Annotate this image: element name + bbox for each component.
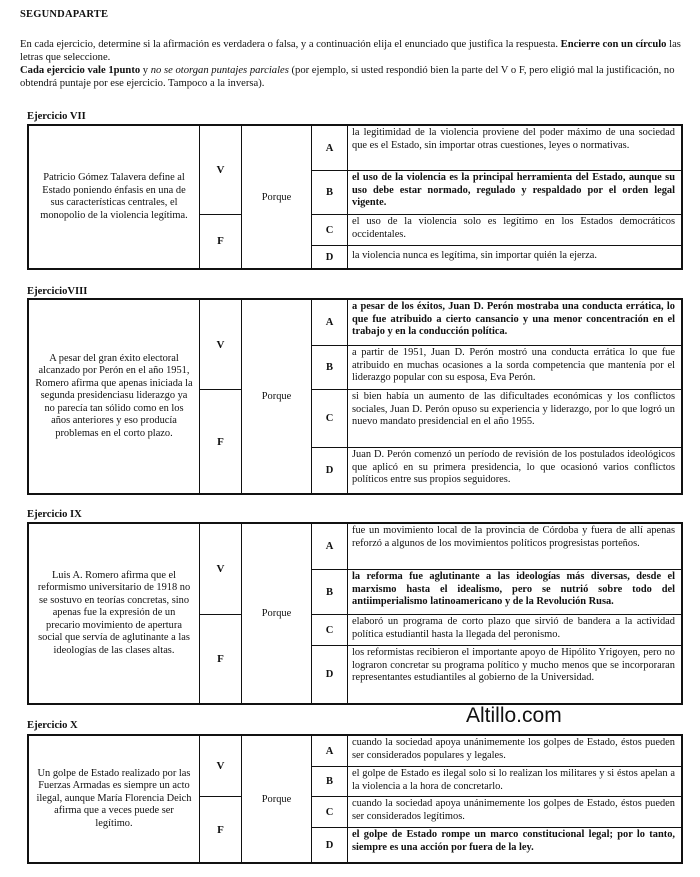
option-text: el uso de la violencia es la principal herramienta del Estado, aunque su uso debe estar normado, regulado y respaldado por el orden legal vigente. xyxy=(352,172,675,209)
option-letter[interactable]: D xyxy=(312,448,348,493)
exercise-statement: Un golpe de Estado realizado por las Fuerzas Armadas es siempre un acto ilegal, aunque María Florencia Deich afirma que a veces puede ser legítimo. xyxy=(29,736,200,862)
option-letter[interactable]: B xyxy=(312,346,348,389)
option-text: a partir de 1951, Juan D. Perón mostró una conducta errática lo que fue atribuido en muchas ocasiones a la sorda competencia que mantenía por el liderazgo popular con su esposa, Eva Perón. xyxy=(352,347,675,384)
exercise-statement: A pesar del gran éxito electoral alcanzado por Perón en el año 1951, Romero afirma que apenas iniciada la segunda presidenciasu liderazgo ya no parecía tan sólido como en los años anteriores y eso producía problemas en el corto plazo. xyxy=(29,300,200,493)
option-c[interactable] xyxy=(312,797,681,828)
option-c[interactable] xyxy=(312,615,681,646)
option-letter[interactable]: A xyxy=(312,524,348,569)
option-text: la reforma fue aglutinante a las ideologías más diversas, desde el marxismo hasta el idealismo, pero se nutrió sobre todo del antiimperialismo latinoamericano y de la Revolución Rusa. xyxy=(352,571,675,608)
exercise-title: Ejercicio X xyxy=(27,720,78,731)
options-list xyxy=(312,736,681,862)
option-text: la violencia nunca es legítima, sin importar quién la ejerza. xyxy=(352,250,597,261)
exercise-title: Ejercicio IX xyxy=(27,509,82,520)
option-text: si bien había un aumento de las dificultades económicas y los conflictos sociales, Juan D. Perón opuso su experiencia y liderazgo, por lo que logró un nuevo mandato presidencial en el año 1955. xyxy=(352,391,675,428)
option-d[interactable] xyxy=(312,828,681,862)
option-letter[interactable]: B xyxy=(312,767,348,796)
option-letter[interactable]: B xyxy=(312,171,348,214)
false-option[interactable]: F xyxy=(200,615,242,703)
option-letter[interactable]: C xyxy=(312,797,348,827)
exercise-table xyxy=(27,522,683,705)
option-letter[interactable]: C xyxy=(312,390,348,447)
false-option[interactable]: F xyxy=(200,213,242,268)
porque-label: Porque xyxy=(242,300,312,493)
instructions-text-1: En cada ejercicio, determine si la afirmación es verdadera o falsa, y a continuación elija el enunciado que justifica la respuesta. xyxy=(20,39,561,50)
instructions xyxy=(20,38,688,90)
instructions-text-2-mid: y xyxy=(140,65,151,76)
true-option[interactable]: V xyxy=(200,126,242,215)
instructions-bold-1: Encierre con un círculo xyxy=(560,39,667,50)
option-text: elaboró un programa de corto plazo que sirvió de bandera a la actividad política estudiantil hasta la llegada del peronismo. xyxy=(352,616,675,640)
options-list xyxy=(312,126,681,268)
option-b[interactable] xyxy=(312,346,681,390)
watermark-logo: Altillo.com xyxy=(466,704,562,727)
option-a[interactable] xyxy=(312,524,681,570)
option-text: la legitimidad de la violencia proviene del poder máximo de una sociedad que es el Estado, sin importar otras cuestiones, leyes o normativas. xyxy=(352,127,675,151)
option-letter[interactable]: A xyxy=(312,736,348,766)
porque-label: Porque xyxy=(242,126,312,268)
option-text: fue un movimiento local de la provincia de Córdoba y fuera de allí apenas reforzó a algunos de los movimientos políticos progresistas porteños. xyxy=(352,525,675,549)
option-a[interactable] xyxy=(312,300,681,346)
option-a[interactable] xyxy=(312,736,681,767)
instructions-text-1-tail: las letras que seleccione. xyxy=(20,39,681,63)
option-text: cuando la sociedad apoya unánimemente los golpes de Estado, éstos pueden ser considerados populares y legales. xyxy=(352,737,675,761)
option-letter[interactable]: A xyxy=(312,126,348,170)
options-list xyxy=(312,524,681,703)
option-text: Juan D. Perón comenzó un período de revisión de los postulados ideológicos que aplicó en su primera presidencia, lo que ocasionó varios conflictos políticos entre sus propios seguidores. xyxy=(352,449,675,486)
option-d[interactable] xyxy=(312,448,681,493)
option-letter[interactable]: C xyxy=(312,615,348,645)
instructions-italic-2: no se otorgan puntajes parciales xyxy=(150,65,289,76)
option-letter[interactable]: D xyxy=(312,646,348,703)
exercise-table xyxy=(27,734,683,864)
option-text: a pesar de los éxitos, Juan D. Perón mostraba una conducta errática, lo que fue atribuido a cierto cansancio y una menor concentración en el trabajo y en la conducción política. xyxy=(352,301,675,338)
exercise-table xyxy=(27,124,683,270)
option-text: el golpe de Estado es ilegal solo si lo realizan los militares y si éstos apelan a la violencia a la hora de concretarlo. xyxy=(352,768,675,792)
option-a[interactable] xyxy=(312,126,681,171)
porque-label: Porque xyxy=(242,736,312,862)
option-text: los reformistas recibieron el importante apoyo de Hipólito Yrigoyen, pero no lograron concretar su programa político y mucho menos que se incorporaran representantes estudiantiles al gobierno de la Universidad. xyxy=(352,647,675,684)
option-letter[interactable]: D xyxy=(312,246,348,268)
option-b[interactable] xyxy=(312,171,681,215)
option-text: cuando la sociedad apoya unánimemente los golpes de Estado, éstos pueden ser considerados legítimos. xyxy=(352,798,675,822)
option-b[interactable] xyxy=(312,570,681,615)
option-letter[interactable]: C xyxy=(312,215,348,245)
option-letter[interactable]: A xyxy=(312,300,348,345)
true-option[interactable]: V xyxy=(200,300,242,390)
false-option[interactable]: F xyxy=(200,390,242,493)
exercise-statement: Luis A. Romero afirma que el reformismo universitario de 1918 no se sostuvo en teorías concretas, sino apenas fue la expresión de un precario movimiento de apertura social que servía de aglutinante a las ideologías de las clases altas. xyxy=(29,524,200,703)
option-letter[interactable]: B xyxy=(312,570,348,614)
exercise-title: EjercicioVIII xyxy=(27,286,88,297)
porque-label: Porque xyxy=(242,524,312,703)
false-option[interactable]: F xyxy=(200,797,242,862)
option-text: el golpe de Estado rompe un marco constitucional legal; por lo tanto, siempre es una acción por fuera de la ley. xyxy=(352,829,675,853)
option-d[interactable] xyxy=(312,246,681,268)
true-option[interactable]: V xyxy=(200,736,242,797)
option-letter[interactable]: D xyxy=(312,828,348,862)
page-title: SEGUNDAPARTE xyxy=(20,9,109,20)
instructions-text-2-tail: (por ejemplo, si usted respondió bien la parte del V o F, pero eligió mal la justificación, no obtendrá puntaje por ese ejercicio. Tampoco a la inversa). xyxy=(20,65,675,89)
option-d[interactable] xyxy=(312,646,681,703)
option-b[interactable] xyxy=(312,767,681,797)
instructions-bold-2: Cada ejercicio vale 1punto xyxy=(20,65,141,76)
exercise-statement: Patricio Gómez Talavera define al Estado poniendo énfasis en una de sus características centrales, el monopolio de la violencia legítima. xyxy=(29,126,200,268)
true-option[interactable]: V xyxy=(200,524,242,615)
exercise-table xyxy=(27,298,683,495)
option-c[interactable] xyxy=(312,390,681,448)
exercise-title: Ejercicio VII xyxy=(27,111,86,122)
options-list xyxy=(312,300,681,493)
option-c[interactable] xyxy=(312,215,681,246)
option-text: el uso de la violencia solo es legítimo en los Estados democráticos occidentales. xyxy=(352,216,675,240)
